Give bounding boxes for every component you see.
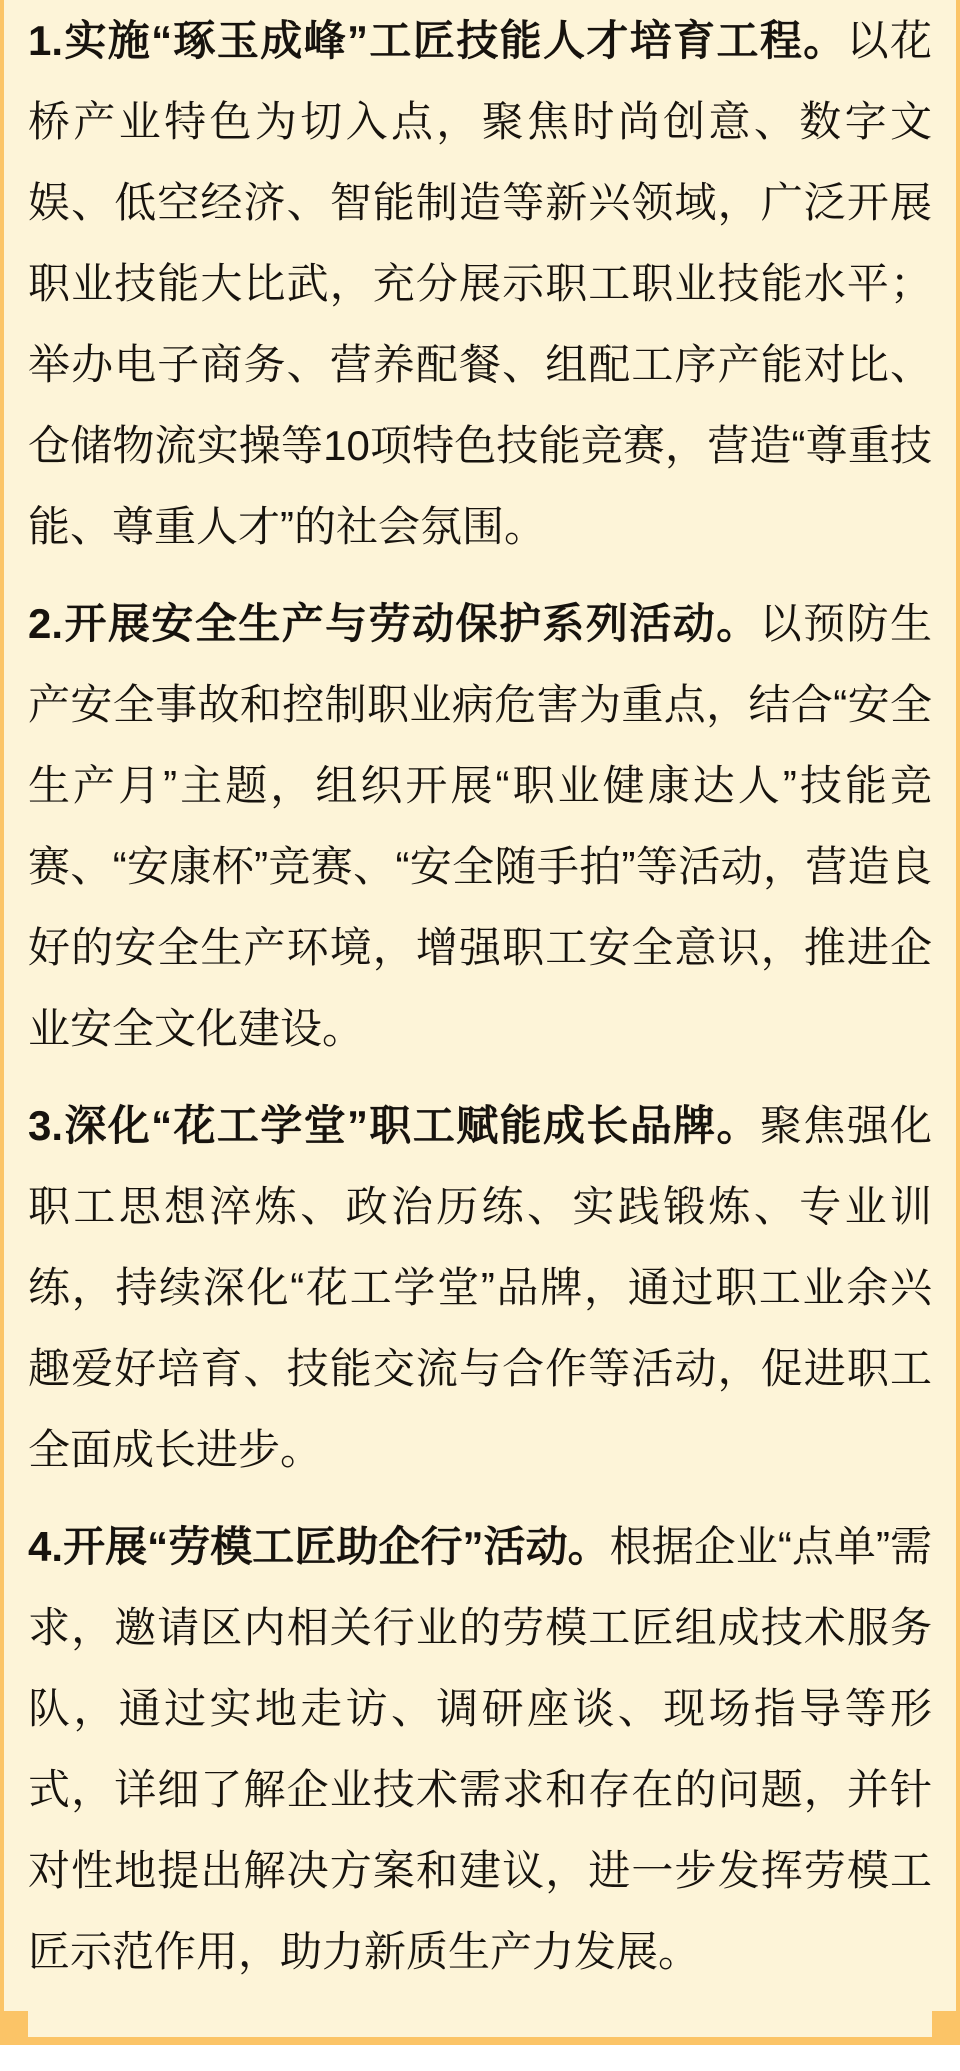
paragraph-3-body: 聚焦强化职工思想淬炼、政治历练、实践锻炼、专业训练，持续深化“花工学堂”品牌，通过职工业余兴趣爱好培育、技能交流与合作等活动，促进职工全面成长进步。 xyxy=(28,1102,932,1473)
content-panel-footer-step xyxy=(28,2011,932,2037)
paragraph-4-body: 根据企业“点单”需求，邀请区内相关行业的劳模工匠组成技术服务队，通过实地走访、调研座谈、现场指导等形式，详细了解企业技术需求和存在的问题，并针对性地提出解决方案和建议，进一步发挥劳模工匠示范作用，助力新质生产力发展。 xyxy=(28,1523,932,1975)
paragraph-4 xyxy=(28,1506,932,1992)
paragraph-4-lead: 4.开展“劳模工匠助企行”活动。 xyxy=(28,1523,610,1570)
paragraph-3 xyxy=(28,1085,932,1490)
paragraph-2 xyxy=(28,583,932,1069)
paragraph-2-lead: 2.开展安全生产与劳动保护系列活动。 xyxy=(28,600,760,647)
paragraph-1 xyxy=(28,0,932,567)
paragraph-1-body: 以花桥产业特色为切入点，聚焦时尚创意、数字文娱、低空经济、智能制造等新兴领域，广泛开展职业技能大比武，充分展示职工职业技能水平；举办电子商务、营养配餐、组配工序产能对比、仓储物流实操等10项特色技能竞赛，营造“尊重技能、尊重人才”的社会氛围。 xyxy=(28,17,932,550)
paragraph-3-lead: 3.深化“花工学堂”职工赋能成长品牌。 xyxy=(28,1102,760,1149)
document-text-block xyxy=(28,0,932,2011)
paragraph-1-lead: 1.实施“琢玉成峰”工匠技能人才培育工程。 xyxy=(28,17,847,64)
paragraph-2-body: 以预防生产安全事故和控制职业病危害为重点，结合“安全生产月”主题，组织开展“职业健康达人”技能竞赛、“安康杯”竞赛、“安全随手拍”等活动，营造良好的安全生产环境，增强职工安全意识，推进企业安全文化建设。 xyxy=(28,600,932,1052)
